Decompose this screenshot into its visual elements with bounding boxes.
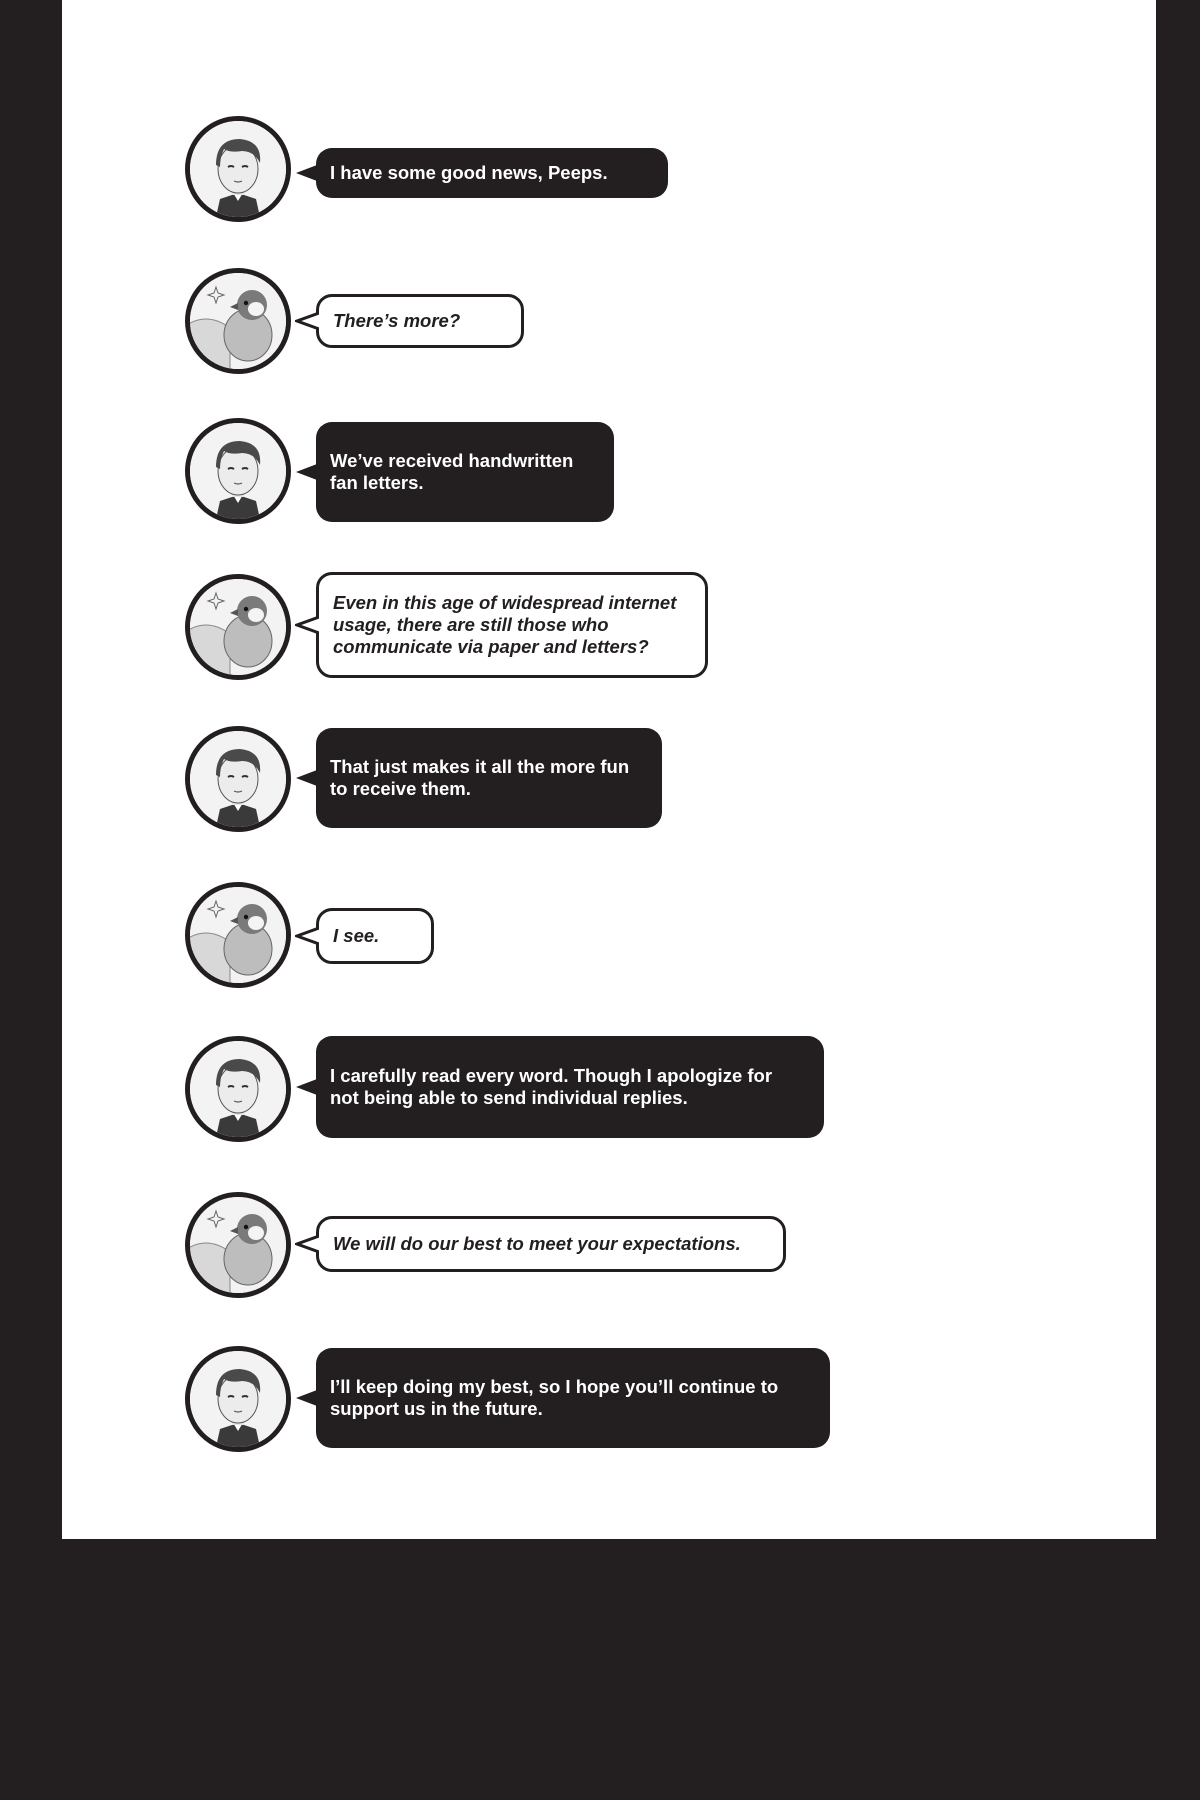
bubble-tail [295, 1232, 319, 1256]
message-text: That just makes it all the more fun to receive them. [330, 756, 630, 799]
man-portrait-icon [190, 1351, 286, 1447]
bird-speech-bubble [316, 572, 708, 678]
man-speech-bubble [316, 728, 662, 828]
man-avatar [185, 418, 291, 524]
man-portrait-icon [190, 731, 286, 827]
man-speech-bubble [316, 422, 614, 522]
man-speech-bubble [316, 1036, 824, 1138]
man-avatar [185, 726, 291, 832]
man-avatar [185, 1346, 291, 1452]
message-text: We’ve received handwritten fan letters. [330, 450, 574, 493]
bird-avatar [185, 882, 291, 988]
bird-portrait-icon [190, 273, 286, 369]
bird-speech-bubble [316, 294, 524, 348]
message-text: I have some good news, Peeps. [330, 162, 608, 183]
man-avatar [185, 116, 291, 222]
message-text: I’ll keep doing my best, so I hope you’ll continue to support us in the future. [330, 1376, 779, 1419]
bird-avatar [185, 1192, 291, 1298]
man-speech-bubble [316, 1348, 830, 1448]
bird-avatar [185, 574, 291, 680]
message-text: We will do our best to meet your expectations. [333, 1233, 741, 1254]
bird-avatar [185, 268, 291, 374]
bubble-tail [296, 1390, 317, 1406]
bubble-tail [295, 924, 319, 948]
bubble-tail [296, 165, 317, 181]
message-text: I carefully read every word. Though I apologize for not being able to send individual replies. [330, 1065, 773, 1108]
bird-speech-bubble [316, 908, 434, 964]
bubble-tail [295, 613, 319, 637]
bubble-tail [296, 1079, 317, 1095]
man-avatar [185, 1036, 291, 1142]
message-text: Even in this age of widespread internet usage, there are still those who communicate via paper and letters? [333, 592, 677, 657]
man-portrait-icon [190, 121, 286, 217]
bird-speech-bubble [316, 1216, 786, 1272]
man-portrait-icon [190, 1041, 286, 1137]
bubble-tail [295, 309, 319, 333]
comic-page [62, 0, 1156, 1539]
message-text: I see. [333, 925, 380, 946]
bird-portrait-icon [190, 579, 286, 675]
message-text: There’s more? [333, 310, 461, 331]
man-speech-bubble [316, 148, 668, 198]
bird-portrait-icon [190, 887, 286, 983]
man-portrait-icon [190, 423, 286, 519]
bubble-tail [296, 464, 317, 480]
bird-portrait-icon [190, 1197, 286, 1293]
bubble-tail [296, 770, 317, 786]
